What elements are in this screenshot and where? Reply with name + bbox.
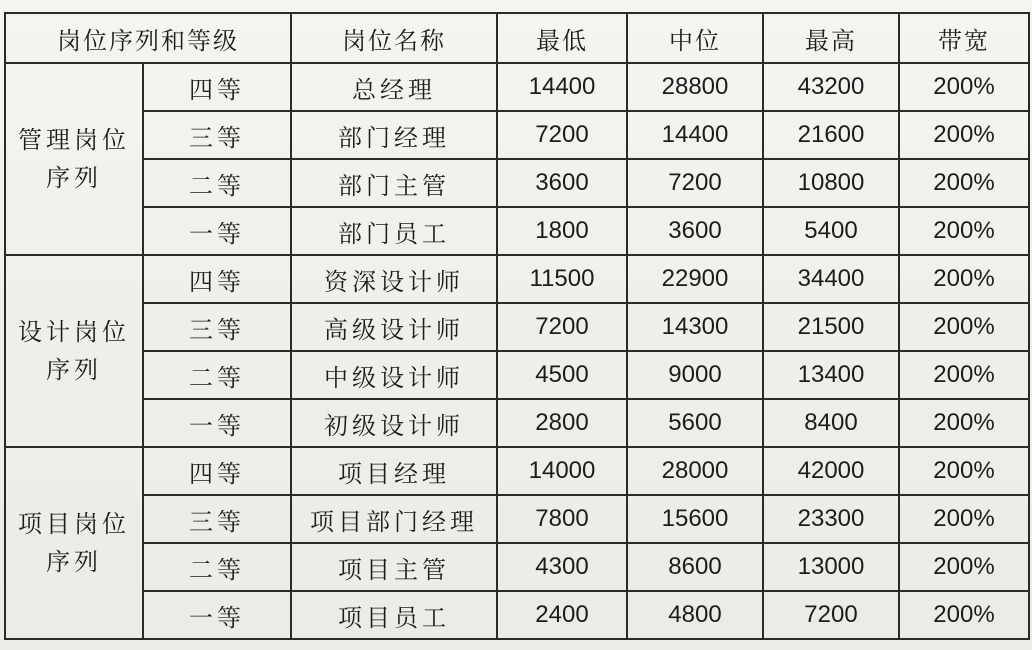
mid-cell: 3600: [627, 207, 763, 255]
grade-cell: 四等: [143, 447, 291, 495]
position-name-cell: 部门员工: [291, 207, 497, 255]
mid-cell: 14400: [627, 111, 763, 159]
table-row: [5, 495, 1029, 543]
grade-cell: 二等: [143, 543, 291, 591]
grade-cell: 三等: [143, 495, 291, 543]
grade-cell: 三等: [143, 111, 291, 159]
table-row: [5, 447, 1029, 495]
table-row: [5, 111, 1029, 159]
header-mid: 中位: [627, 13, 763, 63]
max-cell: 23300: [763, 495, 899, 543]
table-row: [5, 303, 1029, 351]
grade-cell: 二等: [143, 159, 291, 207]
bandwidth-cell: 200%: [899, 351, 1029, 399]
bandwidth-cell: 200%: [899, 159, 1029, 207]
table-row: [5, 351, 1029, 399]
max-cell: 13000: [763, 543, 899, 591]
min-cell: 14000: [497, 447, 627, 495]
position-name-cell: 部门经理: [291, 111, 497, 159]
min-cell: 2800: [497, 399, 627, 447]
min-cell: 7200: [497, 303, 627, 351]
bandwidth-cell: 200%: [899, 591, 1029, 639]
min-cell: 3600: [497, 159, 627, 207]
max-cell: 34400: [763, 255, 899, 303]
min-cell: 2400: [497, 591, 627, 639]
header-position-name: 岗位名称: [291, 13, 497, 63]
min-cell: 1800: [497, 207, 627, 255]
mid-cell: 9000: [627, 351, 763, 399]
bandwidth-cell: 200%: [899, 399, 1029, 447]
position-name-cell: 资深设计师: [291, 255, 497, 303]
sequence-cell: [5, 447, 143, 639]
table-row: [5, 159, 1029, 207]
grade-cell: 一等: [143, 591, 291, 639]
bandwidth-cell: 200%: [899, 111, 1029, 159]
mid-cell: 15600: [627, 495, 763, 543]
bandwidth-cell: 200%: [899, 447, 1029, 495]
position-name-cell: 高级设计师: [291, 303, 497, 351]
max-cell: 7200: [763, 591, 899, 639]
mid-cell: 28000: [627, 447, 763, 495]
position-name-cell: 项目主管: [291, 543, 497, 591]
mid-cell: 22900: [627, 255, 763, 303]
position-name-cell: 项目员工: [291, 591, 497, 639]
grade-cell: 一等: [143, 399, 291, 447]
min-cell: 7200: [497, 111, 627, 159]
position-name-cell: 总经理: [291, 63, 497, 111]
bandwidth-cell: 200%: [899, 543, 1029, 591]
sequence-label-line2: 序列: [46, 356, 102, 384]
bandwidth-cell: 200%: [899, 303, 1029, 351]
position-name-cell: 项目部门经理: [291, 495, 497, 543]
sequence-label-line1: 设计岗位: [18, 318, 130, 346]
bandwidth-cell: 200%: [899, 495, 1029, 543]
position-name-cell: 项目经理: [291, 447, 497, 495]
mid-cell: 4800: [627, 591, 763, 639]
table-row: [5, 255, 1029, 303]
mid-cell: 8600: [627, 543, 763, 591]
table-row: [5, 543, 1029, 591]
min-cell: 11500: [497, 255, 627, 303]
bandwidth-cell: 200%: [899, 207, 1029, 255]
sequence-cell: [5, 63, 143, 255]
sequence-label-line2: 序列: [46, 548, 102, 576]
header-max: 最高: [763, 13, 899, 63]
max-cell: 21600: [763, 111, 899, 159]
header-min: 最低: [497, 13, 627, 63]
bandwidth-cell: 200%: [899, 255, 1029, 303]
grade-cell: 二等: [143, 351, 291, 399]
position-name-cell: 中级设计师: [291, 351, 497, 399]
table-row: [5, 207, 1029, 255]
max-cell: 43200: [763, 63, 899, 111]
header-bandwidth: 带宽: [899, 13, 1029, 63]
salary-band-table: [4, 12, 1030, 640]
position-name-cell: 初级设计师: [291, 399, 497, 447]
table-row: [5, 591, 1029, 639]
header-row: [5, 13, 1029, 63]
max-cell: 21500: [763, 303, 899, 351]
max-cell: 5400: [763, 207, 899, 255]
position-name-cell: 部门主管: [291, 159, 497, 207]
header-sequence-and-grade: 岗位序列和等级: [5, 13, 291, 63]
grade-cell: 三等: [143, 303, 291, 351]
min-cell: 7800: [497, 495, 627, 543]
min-cell: 14400: [497, 63, 627, 111]
grade-cell: 四等: [143, 255, 291, 303]
max-cell: 10800: [763, 159, 899, 207]
min-cell: 4300: [497, 543, 627, 591]
table-row: [5, 399, 1029, 447]
max-cell: 13400: [763, 351, 899, 399]
max-cell: 42000: [763, 447, 899, 495]
sequence-label-line2: 序列: [46, 164, 102, 192]
mid-cell: 7200: [627, 159, 763, 207]
grade-cell: 一等: [143, 207, 291, 255]
mid-cell: 14300: [627, 303, 763, 351]
sequence-cell: [5, 255, 143, 447]
sequence-label-line1: 管理岗位: [18, 126, 130, 154]
table-row: [5, 63, 1029, 111]
mid-cell: 28800: [627, 63, 763, 111]
min-cell: 4500: [497, 351, 627, 399]
grade-cell: 四等: [143, 63, 291, 111]
max-cell: 8400: [763, 399, 899, 447]
bandwidth-cell: 200%: [899, 63, 1029, 111]
mid-cell: 5600: [627, 399, 763, 447]
sequence-label-line1: 项目岗位: [18, 510, 130, 538]
